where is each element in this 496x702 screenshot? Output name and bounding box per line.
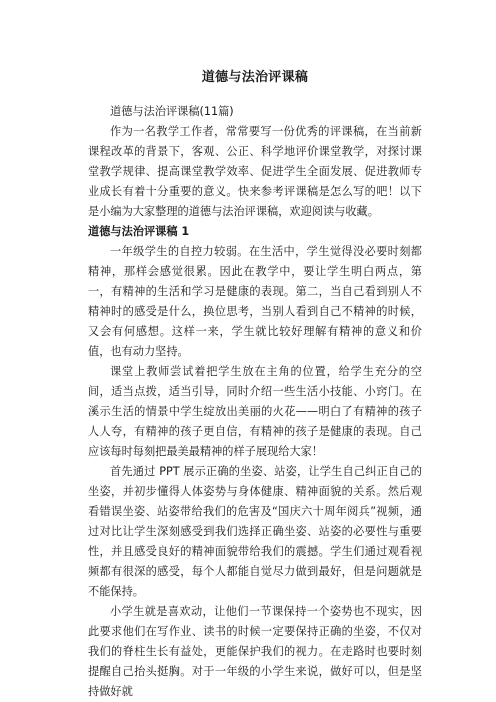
body-paragraph: 小学生就是喜欢动，让他们一节课保持一个姿势也不现实，因此要求他们在写作业、读书的时候一定要保持正确的坐姿，不仅对我们的脊柱生长有益处，更能保护我们的视力。在走路时也要时刻提醒自己抬头挺胸。对于一年级的小学生来说，做好可以，但是坚持做好就 [88,605,422,698]
body-paragraph: 课堂上教师尝试着把学生放在主角的位置，给学生充分的空间，适当点拨，适当引导，同时介绍一些生活小技能、小窍门。在溪示生活的情景中学生绽放出美丽的火花——明白了有精神的孩子人人夸，有精神的孩子更自信，有精神的孩子是健康的表现。自己应该每时每刻把最美最精神的样子展现给大家！ [88,365,422,458]
intro-paragraph: 作为一名教学工作者，常常要写一份优秀的评课稿，在当前新课程改革的背景下，客观、公正、科学地评价课堂教学，对探讨课堂教学规律、提高课堂教学效率、促进学生全面发展、促进教师专业成长有着十分重要的意义。快来参考评课稿是怎么写的吧！以下是小编为大家整理的道德与法治评课稿，欢迎阅读与收藏。 [88,125,422,218]
section-heading: 道德与法治评课稿 1 [88,225,190,238]
body-paragraph: 一年级学生的自控力较弱。在生活中，学生觉得没必要时刻都精神，那样会感觉很累。因此在教学中，要让学生明白两点，第一，有精神的生活和学习是健康的表现。第二，当自己看到别人不精神时的感受是什么，换位思考，当别人看到自己不精神的时候，又会有何感想。这样一来，学生就比较好理解有精神的意义和价值，也有动力坚持。 [88,245,422,358]
document-title: 道德与法治评课稿 [201,70,309,85]
document-subtitle: 道德与法治评课稿(11篇) [110,105,234,118]
body-paragraph: 首先通过 PPT 展示正确的坐姿、站姿，让学生自己纠正自己的坐姿，并初步懂得人体姿势与身体健康、精神面貌的关系。然后观看错误坐姿、站姿带给我们的危害及“国庆六十周年阅兵”视频，通过对比让学生深刻感受到我们选择正确坐姿、站姿的必要性与重要性，并且感受良好的精神面貌带给我们的震撼。学生们通过观看视频都有很深的感受，每个人都能自觉尽力做到最好，但是问题就是不能保持。 [88,465,422,598]
